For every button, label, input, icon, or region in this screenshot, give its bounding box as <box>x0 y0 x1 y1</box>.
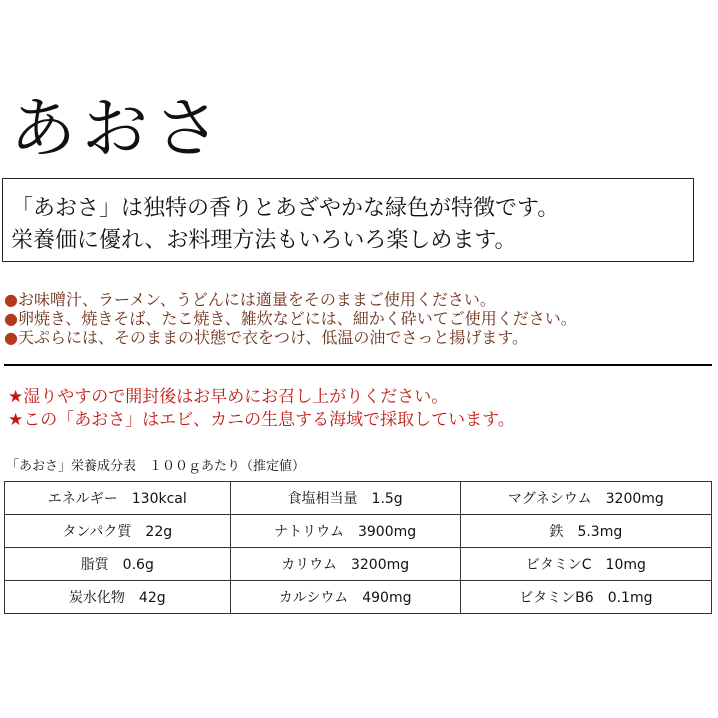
table-cell: ビタミンB6 0.1mg <box>460 581 711 614</box>
table-cell: 脂質 0.6g <box>5 548 231 581</box>
table-cell: カルシウム 490mg <box>230 581 460 614</box>
bullet-icon: ● <box>4 309 18 328</box>
table-cell: エネルギー 130kcal <box>5 482 231 515</box>
usage-tip-text: 卵焼き、焼きそば、たこ焼き、雑炊などには、細かく砕いてご使用ください。 <box>17 309 577 328</box>
nutrition-table <box>4 481 712 614</box>
table-row <box>5 581 712 614</box>
intro-line-2: 栄養価に優れ、お料理方法もいろいろ楽しめます。 <box>11 228 517 253</box>
table-cell: 炭水化物 42g <box>5 581 231 614</box>
table-cell: カリウム 3200mg <box>230 548 460 581</box>
warning-note <box>8 405 515 430</box>
usage-tip <box>4 325 528 348</box>
warning-text: 湿りやすので開封後はお早めにお召し上がりください。 <box>23 387 449 407</box>
divider <box>4 364 712 366</box>
table-row <box>5 515 712 548</box>
table-cell: マグネシウム 3200mg <box>460 482 711 515</box>
table-row <box>5 482 712 515</box>
usage-tip-text: お味噌汁、ラーメン、うどんには適量をそのままご使用ください。 <box>17 290 496 309</box>
table-cell: ナトリウム 3900mg <box>230 515 460 548</box>
table-cell: タンパク質 22g <box>5 515 231 548</box>
intro-box <box>2 178 694 262</box>
nutrition-table-caption: 「あおさ」栄養成分表 １００ｇあたり（推定値） <box>6 459 306 474</box>
intro-line-1: 「あおさ」は独特の香りとあざやかな緑色が特徴です。 <box>11 196 560 221</box>
page-title: あおさ <box>10 90 226 167</box>
bullet-icon: ● <box>4 290 18 309</box>
star-icon: ★ <box>8 410 24 430</box>
bullet-icon: ● <box>4 328 18 347</box>
table-cell: 鉄 5.3mg <box>460 515 711 548</box>
table-row <box>5 548 712 581</box>
usage-tip-text: 天ぷらには、そのままの状態で衣をつけ、低温の油でさっと揚げます。 <box>17 328 529 347</box>
star-icon: ★ <box>8 387 24 407</box>
warning-text: この「あおさ」はエビ、カニの生息する海域で採取しています。 <box>23 410 515 430</box>
table-cell: ビタミンC 10mg <box>460 548 711 581</box>
table-cell: 食塩相当量 1.5g <box>230 482 460 515</box>
warning-note <box>8 382 448 407</box>
